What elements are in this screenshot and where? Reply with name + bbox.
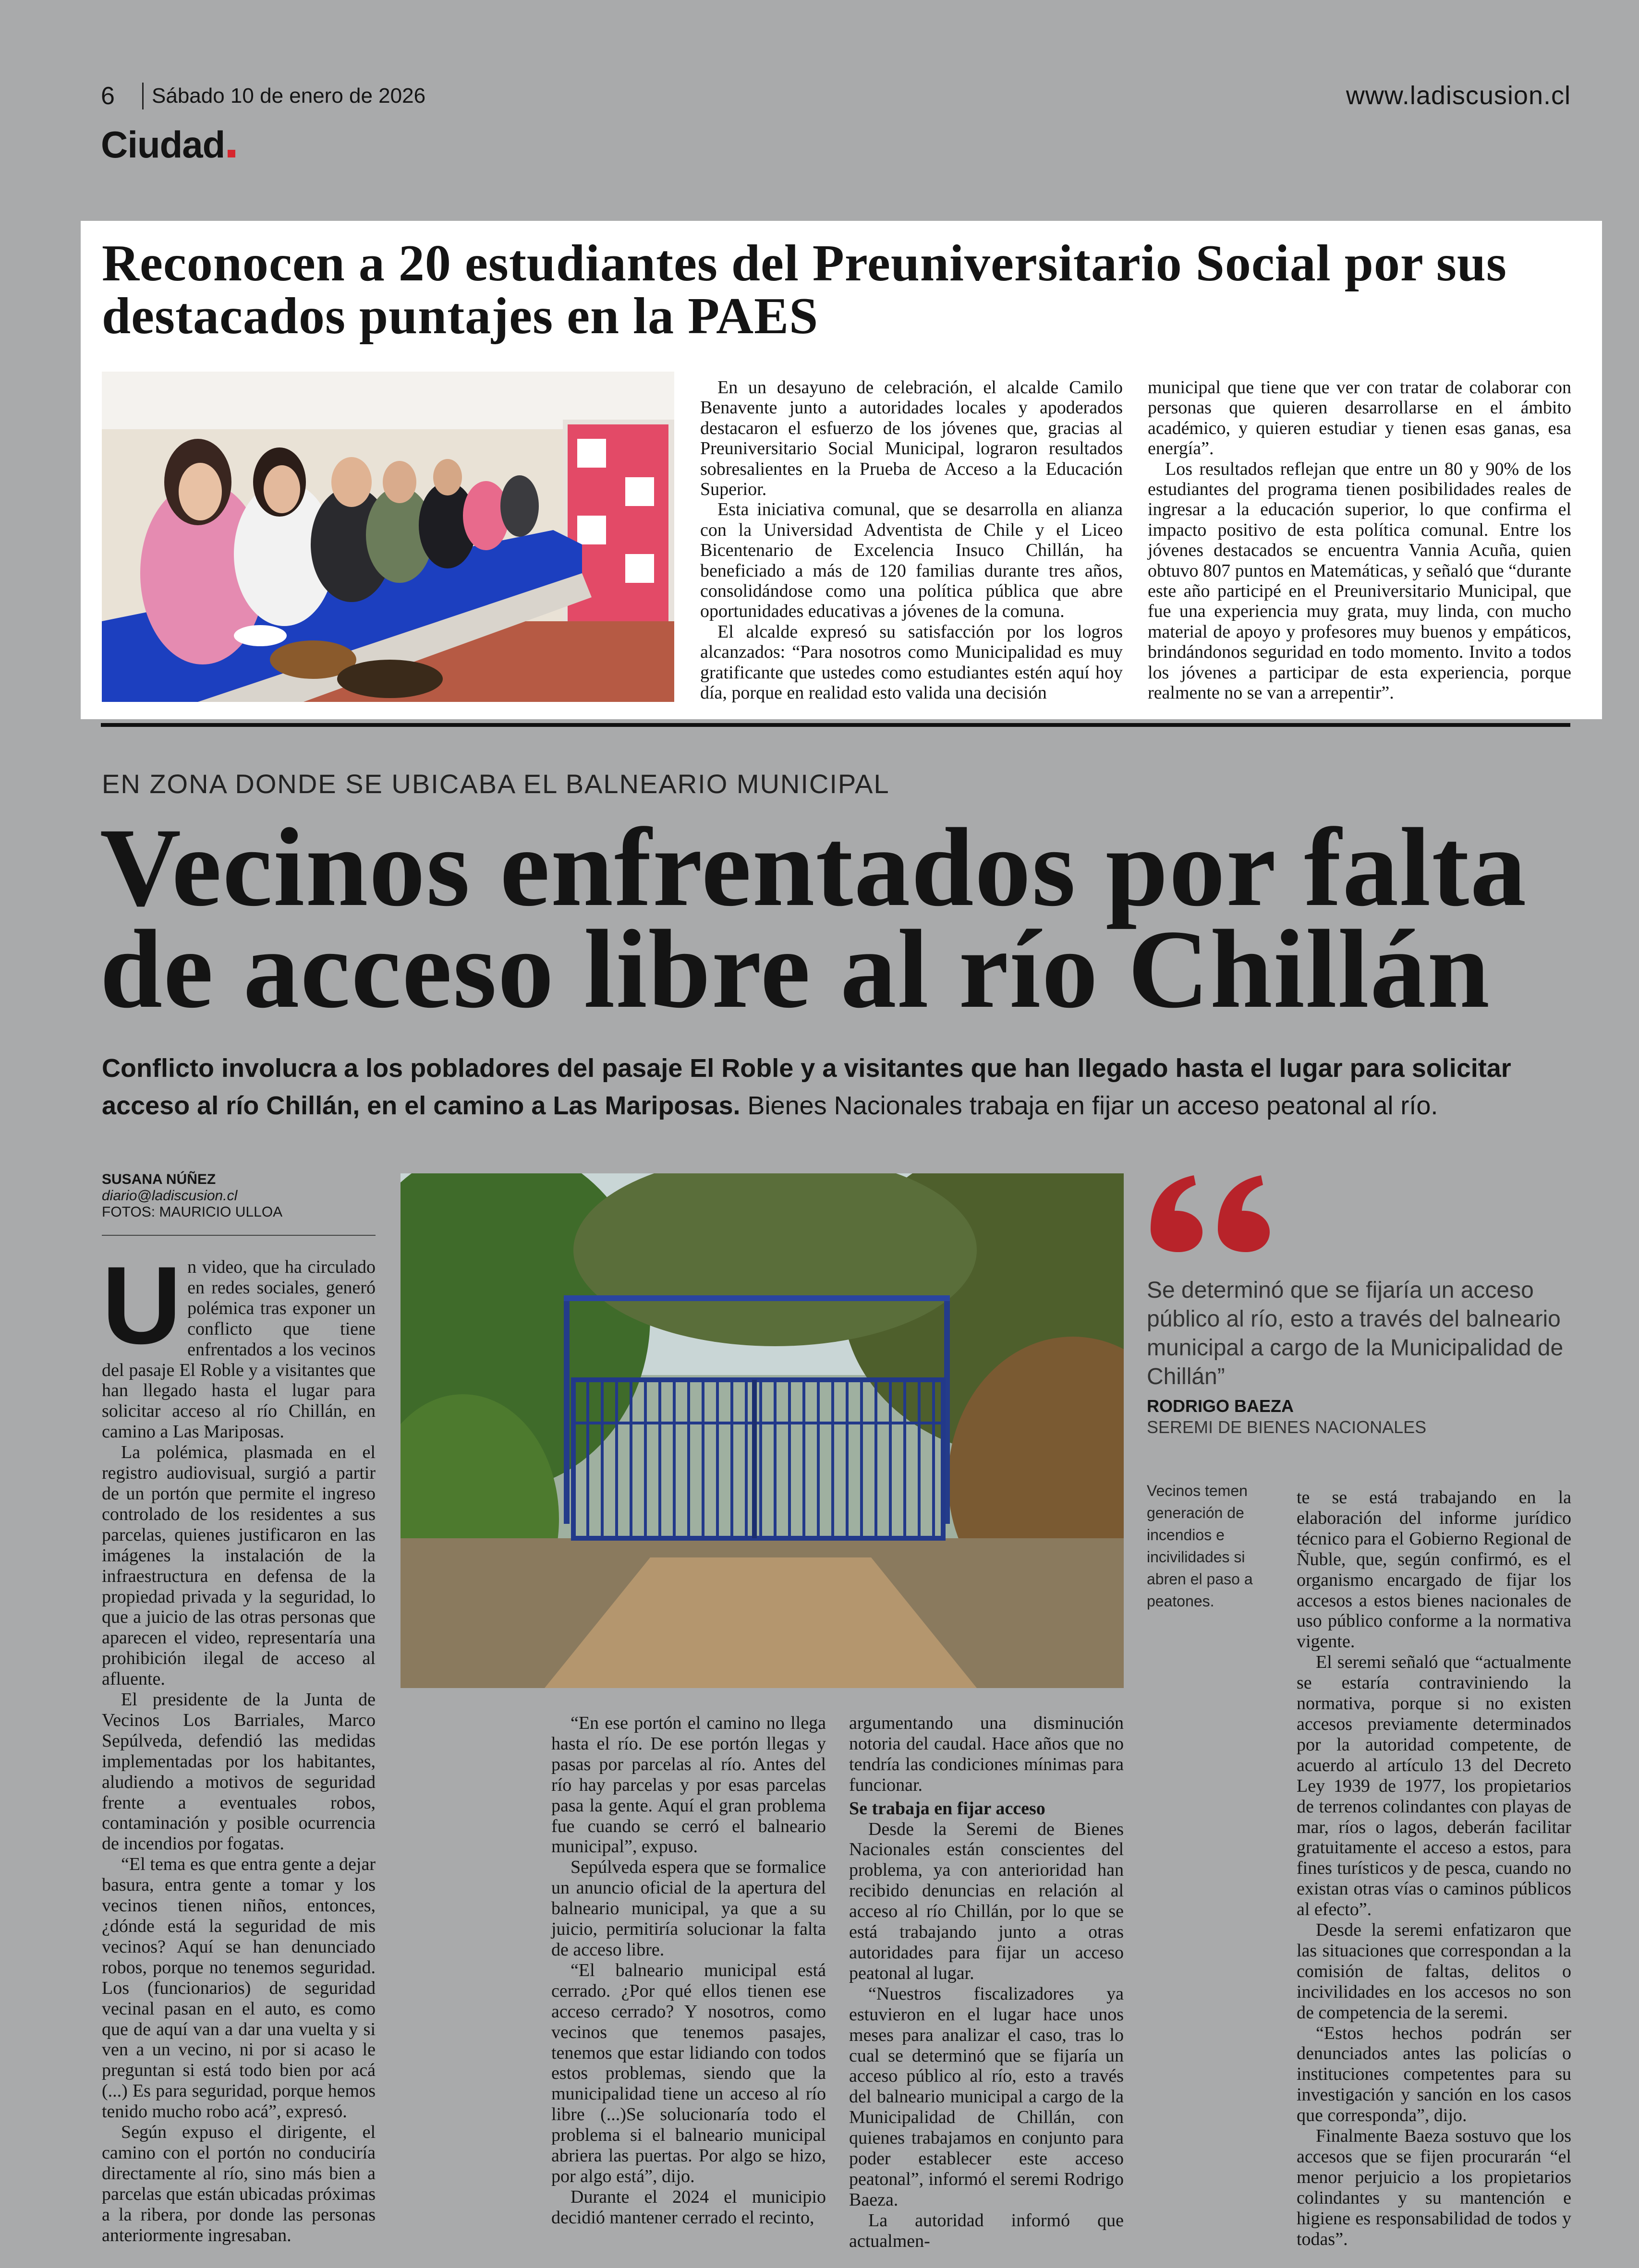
drop-cap: U xyxy=(102,1243,182,1367)
paragraph: “El tema es que entra gente a dejar basura, entra gente a tomar y los vecinos tienen niños, entonces, ¿dónde está la seguridad de mis vecinos? Aquí se han denunciado robos, porque no tenemos seguridad. Los (funcionarios) de seguridad vecinal pasan en el auto, es como que de aquí van a dar una vuelta y si ven a un vecino, ni por si acaso le preguntan si está todo bien por acá (...) Es para seguridad, porque hemos tenido mucho robo acá”, expresó. xyxy=(102,1854,376,2122)
paragraph: El presidente de la Junta de Vecinos Los Barriales, Marco Sepúlveda, defendió las medidas implementadas por los habitantes, aludiendo a motivos de seguridad frente a eventuales robos, contaminación y posible ocurrencia de incendios por fogatas. xyxy=(102,1689,376,1854)
closed-gate-image xyxy=(401,1173,1124,1688)
deck-bold: Conflicto involucra a los pobladores del pasaje El Roble y a visitantes que han llegado hasta el lugar para solicitar acceso al río Chillán, en el camino a Las Mariposas. xyxy=(102,1054,1511,1120)
byline-photos: FOTOS: MAURICIO ULLOA xyxy=(102,1204,283,1220)
paragraph: Esta iniciativa comunal, que se desarrolla en alianza con la Universidad Adventista de Chile y el Liceo Bicentenario de Excelencia Insuco Chillán, ha beneficiado a más de 120 familias durante tres años, consolidándose como una política pública que abre oportunidades educativas a jóvenes de la comuna. xyxy=(700,499,1123,622)
paragraph: Finalmente Baeza sostuvo que los accesos que se fijen procurarán “el menor perjuicio a los propietarios colindantes y su mantención e higiene es responsabilidad de todos y todas”. xyxy=(1297,2126,1571,2249)
deck-regular: Bienes Nacionales trabaja en fijar un acceso peatonal al río. xyxy=(740,1091,1438,1120)
top-story-headline: Reconocen a 20 estudiantes del Preuniversitario Social por sus destacados puntajes en la PAES xyxy=(102,235,1507,345)
story-column-3 xyxy=(849,1713,1124,2252)
paragraph: “Estos hechos podrán ser denunciados antes las policías o instituciones competentes para su investigación y sanción en los casos que corresponda”, dijo. xyxy=(1297,2023,1571,2126)
story-headline: Vecinos enfrentados por falta de acceso libre al río Chillán xyxy=(100,805,1528,1031)
byline-author: SUSANA NÚÑEZ xyxy=(102,1171,216,1187)
paragraph: “Nuestros fiscalizadores ya estuvieron en el lugar hace unos meses para analizar el caso, tras lo cual se determinó que se fijaría un acceso público al río, esto a través del balneario municipal a cargo de la Municipalidad de Chillán, con quienes trabajamos en conjunto para poder establecer este acceso peatonal”, informó el seremi Rodrigo Baeza. xyxy=(849,1983,1124,2210)
paragraph: El alcalde expresó su satisfacción por los logros alcanzados: “Para nosotros como Municipalidad es muy gratificante que ustedes como estudiantes estén aquí hoy día, porque en realidad esto valida una decisión xyxy=(700,621,1123,703)
paragraph: Los resultados reflejan que entre un 80 y 90% de los estudiantes del programa tienen posibilidades reales de ingresar a la educación superior, lo que confirma el impacto positivo de esta política comunal. Entre los jóvenes destacados se encuentra Vannia Acuña, quien obtuvo 807 puntos en Matemáticas, y señaló que “durante este año participé en el Preuniversitario Municipal, que fue una experiencia muy grata, muy linda, con mucho material de apoyo y profesores muy buenos y empáticos, brindándonos seguridad en todo momento. Invito a todos los jóvenes a participar de esta experiencia, porque realmente no se van a arrepentir”. xyxy=(1148,458,1571,703)
story-kicker: EN ZONA DONDE SE UBICABA EL BALNEARIO MUNICIPAL xyxy=(102,769,890,799)
paragraph: La polémica, plasmada en el registro audiovisual, surgió a partir de un portón que permite el ingreso controlado de los residentes a sus parcelas, quienes justificaron en las imágenes la instalación de la infraestructura en defensa de la propiedad privada y la seguridad, lo que a juicio de las otras personas que aparecen el video, representaría una prohibición ilegal de acceso al afluente. xyxy=(102,1442,376,1689)
top-story-column-2 xyxy=(1148,377,1571,703)
byline xyxy=(102,1171,376,1220)
top-story-column-1 xyxy=(700,377,1123,703)
paragraph: Desde la Seremi de Bienes Nacionales están conscientes del problema, ya con anterioridad han recibido denuncias en relación al acceso al río Chillán, por lo que se está trabajando junto a otras autoridades para fijar un acceso peatonal al lugar. xyxy=(849,1819,1124,1983)
section-title xyxy=(101,123,235,167)
byline-email[interactable]: diario@ladiscusion.cl xyxy=(102,1188,238,1204)
students-breakfast-image xyxy=(102,372,674,702)
paragraph: Desde la seremi enfatizaron que las situaciones que correspondan a la comisión de faltas, delitos o incivilidades en los accesos no son de competencia de la seremi. xyxy=(1297,1920,1571,2023)
paragraph: Sepúlveda espera que se formalice un anuncio oficial de la apertura del balneario municipal, ya que a su juicio, permitiría solucionar la falta de acceso libre. xyxy=(551,1857,826,1960)
section-rule xyxy=(101,723,1570,727)
subheading: Se trabaja en fijar acceso xyxy=(849,1798,1045,1819)
paragraph: n video, que ha circulado en redes sociales, generó polémica tras exponer un conflicto que tiene enfrentados a los vecinos del pasaje El Roble y a visitantes que han llegado hasta el lugar para solicitar acceso al río Chillán, en camino a Las Mariposas. xyxy=(102,1257,376,1442)
paragraph: argumentando una disminución notoria del caudal. Hace años que no tendría las condiciones mínimas para funcionar. xyxy=(849,1713,1124,1795)
paragraph: te se está trabajando en la elaboración del informe jurídico técnico para el Gobierno Regional de Ñuble, que, según confirmó, es el organismo encargado de fijar los accesos a estos bienes nacionales de uso público conforme a la normativa vigente. xyxy=(1297,1487,1571,1652)
top-story-photo xyxy=(102,372,674,702)
pull-quote-name: RODRIGO BAEZA xyxy=(1147,1396,1294,1416)
paragraph: Durante el 2024 el municipio decidió mantener cerrado el recinto, xyxy=(551,2186,826,2228)
paragraph: La autoridad informó que actualmen- xyxy=(849,2210,1124,2251)
byline-rule xyxy=(102,1235,376,1236)
photo-caption: Vecinos temen generación de incendios e incivilidades si abren el paso a peatones. xyxy=(1147,1482,1253,1610)
paragraph: En un desayuno de celebración, el alcalde Camilo Benavente junto a autoridades locales y apoderados destacaron el esfuerzo de los jóvenes que, gracias al Preuniversitario Social Municipal, lograron resultados sobresalientes en la Prueba de Acceso a la Educación Superior. xyxy=(700,377,1123,500)
paragraph: El seremi señaló que “actualmente se estaría contraviniendo la normativa, porque si no existen accesos previamente determinados por la autoridad competente, de acuerdo al artículo 13 del Decreto Ley 1939 de 1977, los propietarios de terrenos colindantes con playas de mar, ríos o lagos, deberán facilitar gratuitamente el acceso a estos, para fines turísticos y de pesca, cuando no existan otras vías o caminos públicos al efecto”. xyxy=(1297,1652,1571,1920)
paragraph: “En ese portón el camino no llega hasta el río. De ese portón llegas y pasas por parcelas al río. Antes del río hay parcelas y por esas parcelas pasa la gente. Aquí el gran problema fue cuando se cerró el balneario municipal”, expuso. xyxy=(551,1713,826,1857)
story-column-1 xyxy=(102,1243,376,2246)
website-link[interactable]: www.ladiscusion.cl xyxy=(1346,81,1571,110)
page-number: 6 xyxy=(101,82,115,110)
pull-quote-role: SEREMI DE BIENES NACIONALES xyxy=(1147,1417,1427,1437)
section-dot xyxy=(228,150,235,157)
quote-marks-icon xyxy=(1146,1171,1280,1253)
story-column-4 xyxy=(1297,1487,1571,2250)
paragraph: municipal que tiene que ver con tratar de colaborar con personas que quieren desarrollarse en el ámbito académico, y quieren estudiar y tienen esas ganas, esa energía”. xyxy=(1148,377,1571,459)
paragraph: “El balneario municipal está cerrado. ¿Por qué ellos tienen ese acceso cerrado? Y nosotros, como vecinos que tenemos pasajes, tenemos que estar lidiando con todos estos problemas, siendo que la municipalidad tiene un acceso al río libre (...)Se solucionaría todo el problema si el balneario municipal abriera las puertas. Por algo se hizo, por algo está”, dijo. xyxy=(551,1960,826,2186)
header-divider xyxy=(142,83,144,109)
pull-quote-text: Se determinó que se fijaría un acceso público al río, esto a través del balneario municipal a cargo de la Municipalidad de Chillán” xyxy=(1147,1278,1564,1389)
gate-photo xyxy=(401,1173,1124,1688)
story-deck xyxy=(102,1050,1581,1124)
issue-date: Sábado 10 de enero de 2026 xyxy=(152,84,426,108)
section-label: Ciudad xyxy=(101,123,225,166)
paragraph: Según expuso el dirigente, el camino con el portón no conduciría directamente al río, sino más bien a parcelas que están ubicadas próximas a la ribera, por donde las personas anteriormente ingresaban. xyxy=(102,2122,376,2245)
story-column-2 xyxy=(551,1713,826,2228)
